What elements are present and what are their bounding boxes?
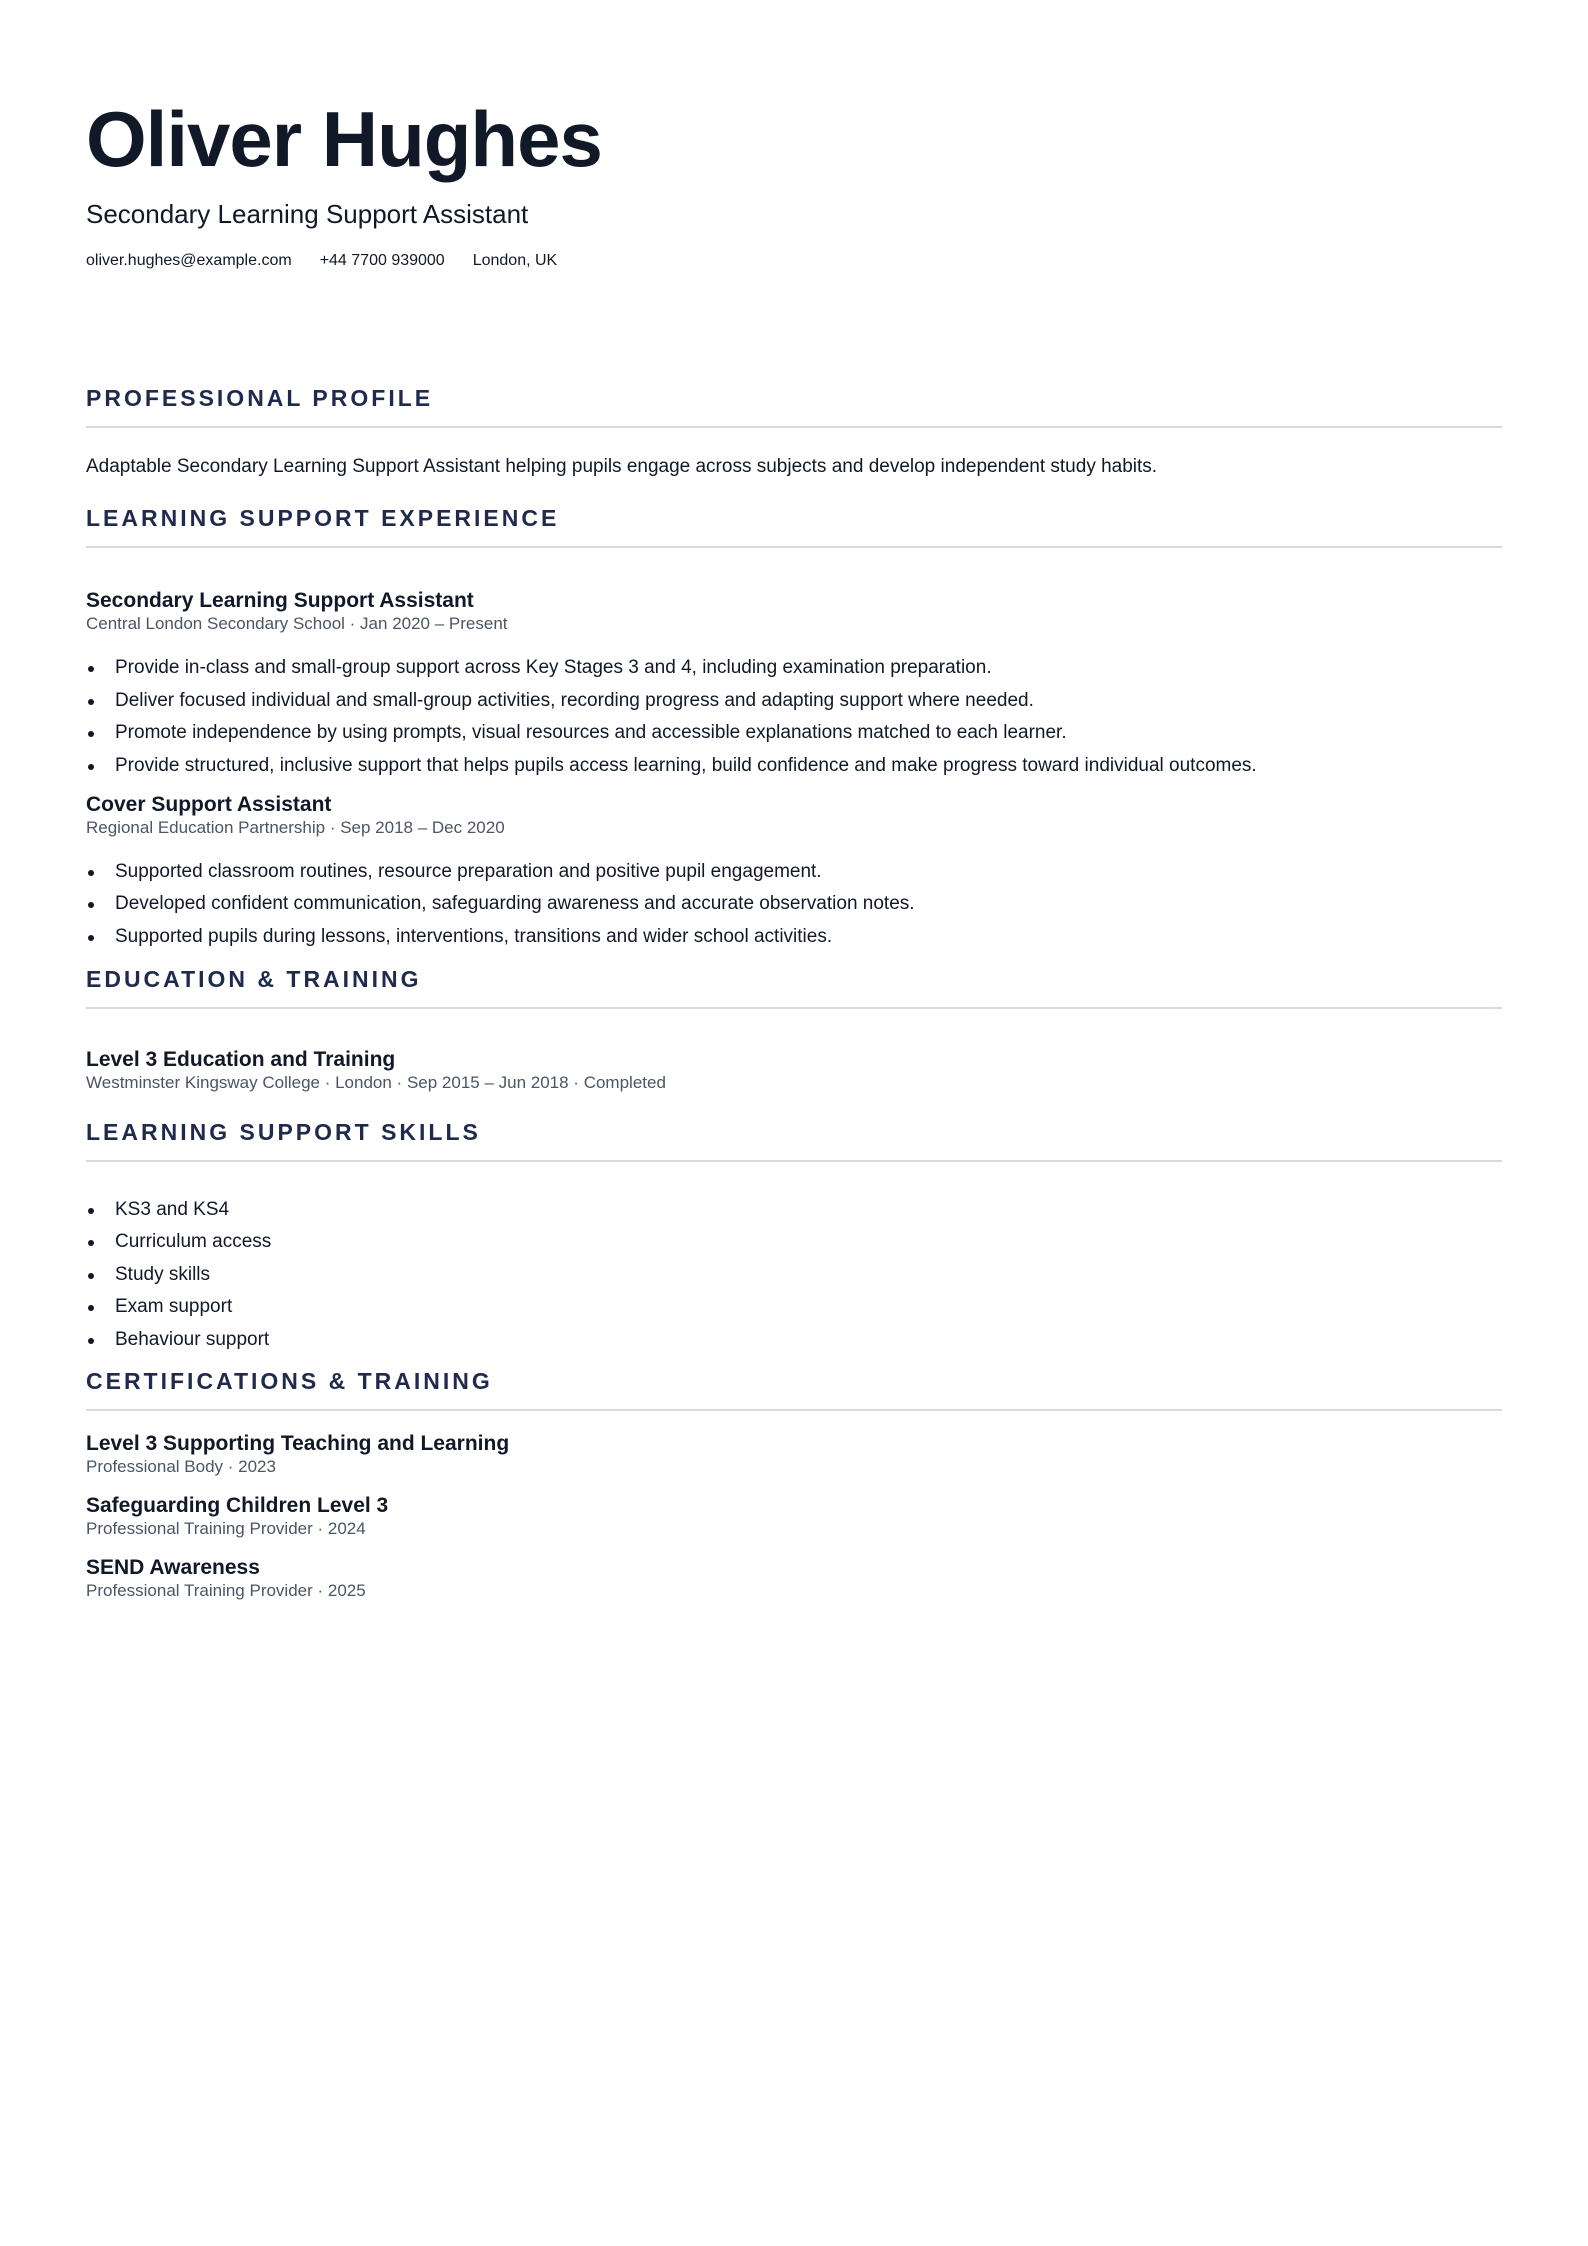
section-title-certifications: CERTIFICATIONS & TRAINING [86,1367,493,1394]
certification-entry [86,1493,1502,1539]
section-title-experience: LEARNING SUPPORT EXPERIENCE [86,505,560,531]
certification-entry [86,1555,1502,1601]
skill-item: KS3 and KS4 [86,1198,1502,1222]
candidate-role: Secondary Learning Support Assistant [86,199,529,229]
job-title: Cover Support Assistant [86,792,332,816]
section-divider [86,1160,1502,1162]
job-bullet: Provide structured, inclusive support that helps pupils access learning, build confidence and make progress toward individual outcomes. [86,754,1502,778]
certification-meta: Professional Body · 2023 [86,1456,276,1476]
skill-item: Curriculum access [86,1230,1502,1254]
job-entry [86,792,1502,949]
section-profile [86,384,1502,479]
certification-title: Level 3 Supporting Teaching and Learning [86,1431,510,1455]
contact-line [86,251,1502,271]
resume-header [86,92,1502,271]
section-divider [86,546,1502,548]
skill-item: Behaviour support [86,1328,1502,1352]
job-bullets [86,860,1502,949]
education-meta: Westminster Kingsway College · London · Sep 2015 – Jun 2018 · Completed [86,1072,666,1092]
contact-location: London, UK [472,252,558,269]
section-education [86,965,1502,1093]
contact-phone: +44 7700 939000 [319,252,445,269]
job-bullet: Provide in-class and small-group support across Key Stages 3 and 4, including examination preparation. [86,656,1502,680]
job-bullet: Supported classroom routines, resource preparation and positive pupil engagement. [86,860,1502,884]
job-meta: Central London Secondary School · Jan 2020 – Present [86,614,508,633]
certification-meta: Professional Training Provider · 2025 [86,1580,366,1600]
job-bullets [86,656,1502,778]
skill-item: Study skills [86,1263,1502,1287]
job-bullet: Developed confident communication, safeguarding awareness and accurate observation notes. [86,892,1502,916]
skills-list [86,1198,1502,1352]
section-experience [86,504,1502,949]
section-divider [86,1007,1502,1009]
job-bullet: Deliver focused individual and small-group activities, recording progress and adapting support where needed. [86,689,1502,713]
section-title-profile: PROFESSIONAL PROFILE [86,385,434,411]
job-title: Secondary Learning Support Assistant [86,589,474,612]
section-skills [86,1118,1502,1352]
certification-title: Safeguarding Children Level 3 [86,1493,389,1517]
profile-summary: Adaptable Secondary Learning Support Assistant helping pupils engage across subjects and develop independent study habits. [86,456,1158,477]
certification-entry [86,1431,1502,1477]
candidate-name: Oliver Hughes [86,95,602,183]
section-title-education: EDUCATION & TRAINING [86,965,422,992]
section-certifications [86,1367,1502,1601]
job-entry [86,588,1502,778]
certification-meta: Professional Training Provider · 2024 [86,1518,366,1538]
education-entry [86,1047,1502,1093]
job-bullet: Supported pupils during lessons, interventions, transitions and wider school activities. [86,925,1502,949]
job-bullet: Promote independence by using prompts, visual resources and accessible explanations matched to each learner. [86,721,1502,745]
section-title-skills: LEARNING SUPPORT SKILLS [86,1118,481,1145]
contact-email: oliver.hughes@example.com [86,252,292,269]
skill-item: Exam support [86,1295,1502,1319]
section-divider [86,426,1502,428]
certification-title: SEND Awareness [86,1555,260,1579]
section-divider [86,1409,1502,1411]
job-meta: Regional Education Partnership · Sep 2018 – Dec 2020 [86,817,505,837]
education-title: Level 3 Education and Training [86,1047,396,1071]
